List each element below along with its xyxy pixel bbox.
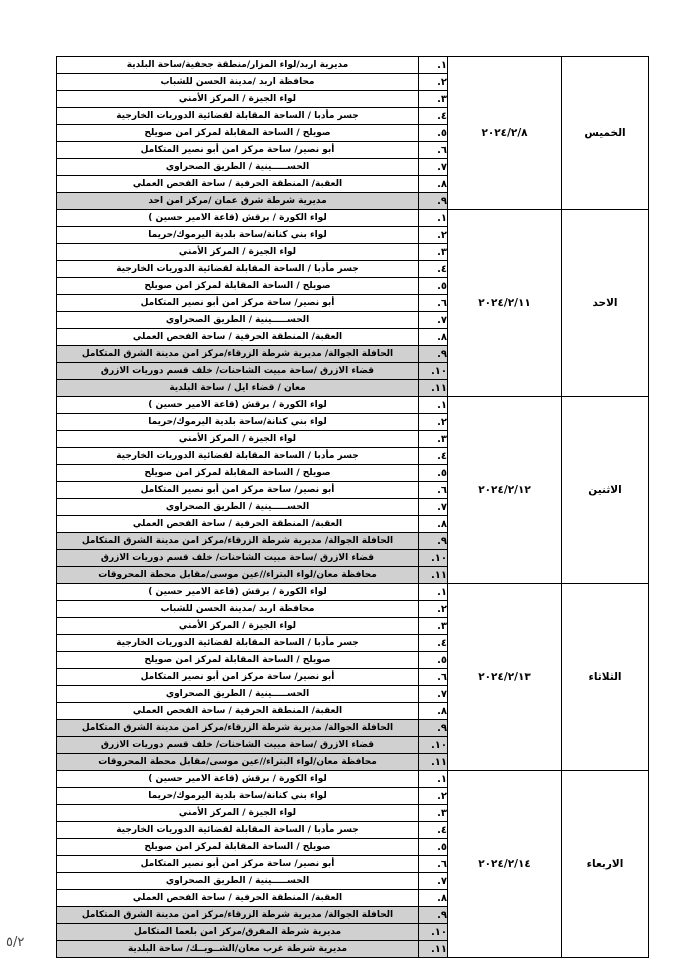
- row-number: ٦.: [419, 142, 448, 159]
- location-cell: أبو نصير/ ساحة مركز امن أبو نصير المتكامل: [57, 482, 419, 499]
- location-cell: جسر مأدبا / الساحة المقابلة لقضائية الدوريات الخارجية: [57, 635, 419, 652]
- row-number: ١١.: [419, 941, 448, 958]
- row-number: ٩.: [419, 193, 448, 210]
- row-number: ٤.: [419, 635, 448, 652]
- table-row: [57, 397, 649, 414]
- row-number: ٨.: [419, 516, 448, 533]
- location-cell: لواء الجيزة / المركز الأمني: [57, 431, 419, 448]
- location-cell: لواء الجيزة / المركز الأمني: [57, 91, 419, 108]
- location-cell: لواء الكورة / برقش (قاعة الامير حسين ): [57, 210, 419, 227]
- location-cell: الحســـــينية / الطريق الصحراوي: [57, 312, 419, 329]
- row-number: ٤.: [419, 822, 448, 839]
- location-cell: لواء بني كنانة/ساحة بلدية اليرموك/حريما: [57, 414, 419, 431]
- table-row: [57, 771, 649, 788]
- location-cell: مديرية شرطة شرق عمان /مركز امن احد: [57, 193, 419, 210]
- location-cell: العقبة/ المنطقة الحرفية / ساحة الفحص العملي: [57, 176, 419, 193]
- row-number: ٧.: [419, 686, 448, 703]
- row-number: ٧.: [419, 159, 448, 176]
- row-number: ٩.: [419, 907, 448, 924]
- row-number: ٦.: [419, 295, 448, 312]
- row-number: ١٠.: [419, 924, 448, 941]
- location-cell: الحســـــينية / الطريق الصحراوي: [57, 499, 419, 516]
- row-number: ٢.: [419, 601, 448, 618]
- row-number: ٦.: [419, 669, 448, 686]
- date-cell: ٢٠٢٤/٢/١١: [448, 210, 562, 397]
- row-number: ٣.: [419, 431, 448, 448]
- location-cell: الحســـــينية / الطريق الصحراوي: [57, 873, 419, 890]
- row-number: ٤.: [419, 261, 448, 278]
- location-cell: لواء الكورة / برقش (قاعة الامير حسين ): [57, 397, 419, 414]
- row-number: ١٠.: [419, 737, 448, 754]
- row-number: ٨.: [419, 703, 448, 720]
- location-cell: صويلح / الساحة المقابلة لمركز امن صويلح: [57, 278, 419, 295]
- location-cell: قضاء الازرق /ساحة مبيت الشاحنات/ خلف قسم دوريات الازرق: [57, 737, 419, 754]
- row-number: ٩.: [419, 346, 448, 363]
- location-cell: صويلح / الساحة المقابلة لمركز امن صويلح: [57, 652, 419, 669]
- location-cell: أبو نصير/ ساحة مركز امن أبو نصير المتكامل: [57, 669, 419, 686]
- location-cell: لواء بني كنانة/ساحة بلدية اليرموك/حريما: [57, 227, 419, 244]
- row-number: ٥.: [419, 125, 448, 142]
- location-cell: لواء الجيزة / المركز الأمني: [57, 244, 419, 261]
- row-number: ٧.: [419, 873, 448, 890]
- row-number: ٣.: [419, 91, 448, 108]
- location-cell: جسر مأدبا / الساحة المقابلة لقضائية الدوريات الخارجية: [57, 822, 419, 839]
- day-cell: الثلاثاء: [562, 584, 649, 771]
- row-number: ٦.: [419, 482, 448, 499]
- date-cell: ٢٠٢٤/٢/١٢: [448, 397, 562, 584]
- location-cell: محافظة معان/لواء البتراء//عين موسى/مقابل محطة المحروقات: [57, 754, 419, 771]
- location-cell: الحافلة الجوالة/ مديرية شرطة الزرقاء/مركز امن مدينة الشرق المتكامل: [57, 533, 419, 550]
- day-cell: الاثنين: [562, 397, 649, 584]
- day-cell: الاربعاء: [562, 771, 649, 958]
- location-cell: محافظة اربد /مدينة الحسن للشباب: [57, 74, 419, 91]
- location-cell: العقبة/ المنطقة الحرفية / ساحة الفحص العملي: [57, 329, 419, 346]
- location-cell: أبو نصير/ ساحة مركز امن أبو نصير المتكامل: [57, 142, 419, 159]
- location-cell: لواء الجيزة / المركز الأمني: [57, 618, 419, 635]
- location-cell: لواء الكورة / برقش (قاعة الامير حسين ): [57, 771, 419, 788]
- table-row: [57, 210, 649, 227]
- date-cell: ٢٠٢٤/٢/١٤: [448, 771, 562, 958]
- row-number: ٣.: [419, 244, 448, 261]
- location-cell: أبو نصير/ ساحة مركز امن أبو نصير المتكامل: [57, 856, 419, 873]
- row-number: ٥.: [419, 278, 448, 295]
- schedule-table: [56, 56, 649, 958]
- row-number: ٢.: [419, 788, 448, 805]
- location-cell: جسر مأدبا / الساحة المقابلة لقضائية الدوريات الخارجية: [57, 108, 419, 125]
- row-number: ١٠.: [419, 363, 448, 380]
- location-cell: مديرية اربد/لواء المزار/منطقة جحفية/ساحة البلدية: [57, 57, 419, 74]
- location-cell: لواء الجيزة / المركز الأمني: [57, 805, 419, 822]
- row-number: ٥.: [419, 839, 448, 856]
- table-row: [57, 584, 649, 601]
- row-number: ١١.: [419, 754, 448, 771]
- location-cell: الحســـــينية / الطريق الصحراوي: [57, 159, 419, 176]
- location-cell: العقبة/ المنطقة الحرفية / ساحة الفحص العملي: [57, 516, 419, 533]
- location-cell: معان / قضاء ايل / ساحة البلدية: [57, 380, 419, 397]
- location-cell: العقبة/ المنطقة الحرفية / ساحة الفحص العملي: [57, 890, 419, 907]
- date-cell: ٢٠٢٤/٢/٨: [448, 57, 562, 210]
- table-row: [57, 57, 649, 74]
- location-cell: مديرية شرطة المفرق/مركز امن بلعما المتكامل: [57, 924, 419, 941]
- row-number: ٧.: [419, 312, 448, 329]
- row-number: ١.: [419, 771, 448, 788]
- row-number: ٨.: [419, 890, 448, 907]
- location-cell: صويلح / الساحة المقابلة لمركز امن صويلح: [57, 125, 419, 142]
- row-number: ١.: [419, 57, 448, 74]
- row-number: ١.: [419, 210, 448, 227]
- row-number: ٤.: [419, 108, 448, 125]
- row-number: ١١.: [419, 567, 448, 584]
- row-number: ٢.: [419, 414, 448, 431]
- location-cell: الحافلة الجوالة/ مديرية شرطة الزرقاء/مركز امن مدينة الشرق المتكامل: [57, 720, 419, 737]
- row-number: ١١.: [419, 380, 448, 397]
- location-cell: الحافلة الجوالة/ مديرية شرطة الزرقاء/مركز امن مدينة الشرق المتكامل: [57, 346, 419, 363]
- row-number: ٩.: [419, 720, 448, 737]
- location-cell: الحســـــينية / الطريق الصحراوي: [57, 686, 419, 703]
- location-cell: الحافلة الجوالة/ مديرية شرطة الزرقاء/مركز امن مدينة الشرق المتكامل: [57, 907, 419, 924]
- schedule-body: [57, 57, 649, 958]
- row-number: ٦.: [419, 856, 448, 873]
- location-cell: قضاء الازرق /ساحة مبيت الشاحنات/ خلف قسم دوريات الازرق: [57, 550, 419, 567]
- row-number: ٧.: [419, 499, 448, 516]
- row-number: ٤.: [419, 448, 448, 465]
- row-number: ٩.: [419, 533, 448, 550]
- day-cell: الاحد: [562, 210, 649, 397]
- location-cell: العقبة/ المنطقة الحرفية / ساحة الفحص العملي: [57, 703, 419, 720]
- location-cell: لواء بني كنانة/ساحة بلدية اليرموك/حريما: [57, 788, 419, 805]
- row-number: ٣.: [419, 805, 448, 822]
- location-cell: لواء الكورة / برقش (قاعة الامير حسين ): [57, 584, 419, 601]
- location-cell: جسر مأدبا / الساحة المقابلة لقضائية الدوريات الخارجية: [57, 448, 419, 465]
- row-number: ٨.: [419, 176, 448, 193]
- location-cell: محافظة معان/لواء البتراء//عين موسى/مقابل محطة المحروقات: [57, 567, 419, 584]
- row-number: ٢.: [419, 74, 448, 91]
- row-number: ٥.: [419, 465, 448, 482]
- location-cell: صويلح / الساحة المقابلة لمركز امن صويلح: [57, 839, 419, 856]
- row-number: ٨.: [419, 329, 448, 346]
- row-number: ١٠.: [419, 550, 448, 567]
- row-number: ١.: [419, 584, 448, 601]
- location-cell: جسر مأدبا / الساحة المقابلة لقضائية الدوريات الخارجية: [57, 261, 419, 278]
- page-number: ٥/٢: [6, 935, 25, 950]
- location-cell: قضاء الازرق /ساحة مبيت الشاحنات/ خلف قسم دوريات الازرق: [57, 363, 419, 380]
- location-cell: صويلح / الساحة المقابلة لمركز امن صويلح: [57, 465, 419, 482]
- row-number: ١.: [419, 397, 448, 414]
- row-number: ٣.: [419, 618, 448, 635]
- date-cell: ٢٠٢٤/٢/١٣: [448, 584, 562, 771]
- day-cell: الخميس: [562, 57, 649, 210]
- location-cell: مديرية شرطة غرب معان/الشــويــك/ ساحة البلدية: [57, 941, 419, 958]
- row-number: ٢.: [419, 227, 448, 244]
- location-cell: أبو نصير/ ساحة مركز امن أبو نصير المتكامل: [57, 295, 419, 312]
- location-cell: محافظة اربد /مدينة الحسن للشباب: [57, 601, 419, 618]
- row-number: ٥.: [419, 652, 448, 669]
